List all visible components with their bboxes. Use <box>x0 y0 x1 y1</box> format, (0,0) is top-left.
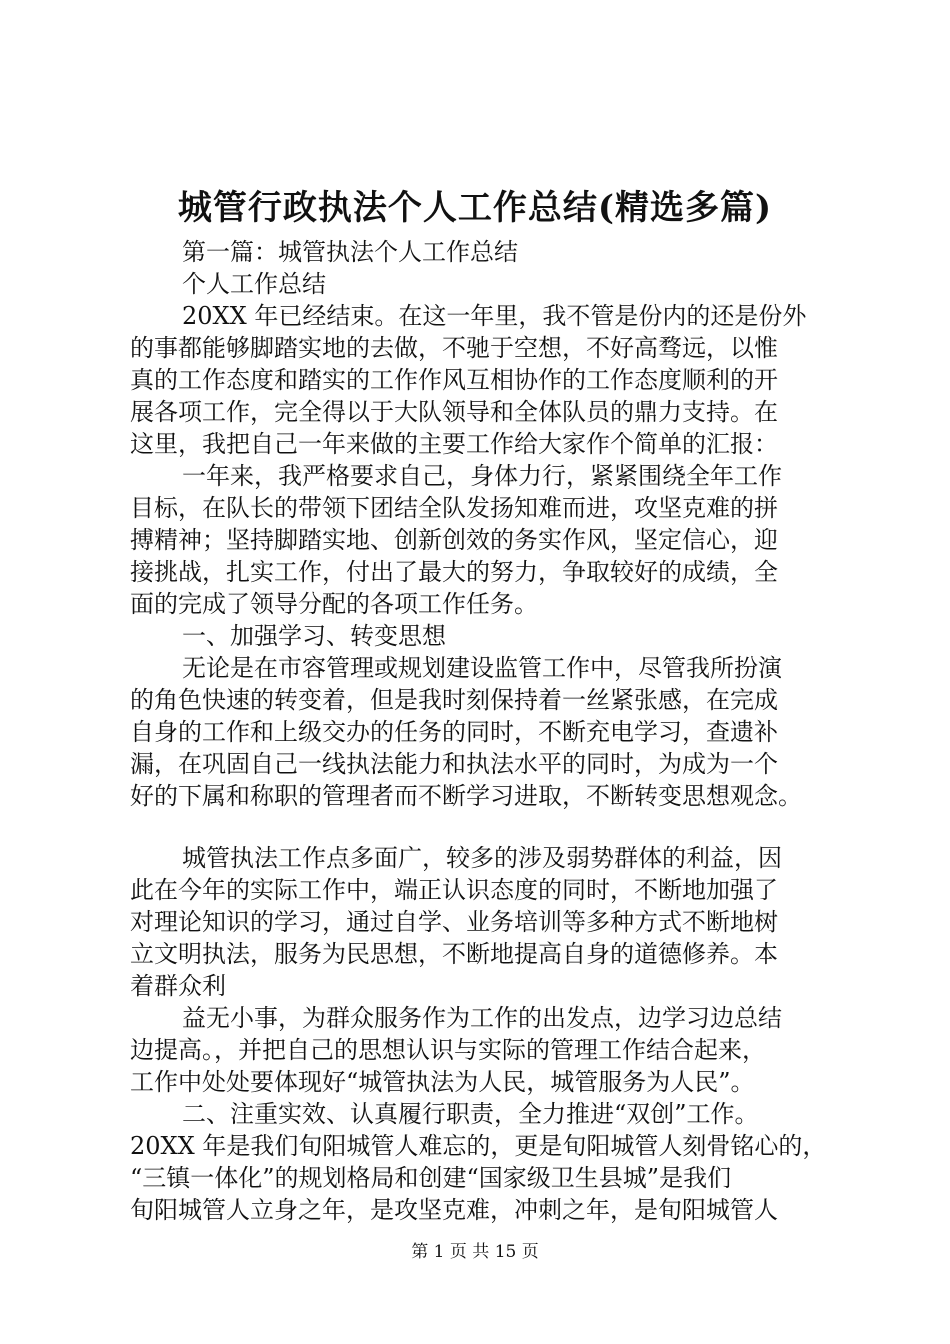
document-body <box>130 236 835 1226</box>
section-heading: 一、加强学习、转变思想 <box>182 622 446 650</box>
paragraph-line: 展各项工作，完全得以于大队领导和全体队员的鼎力支持。在 <box>130 398 778 426</box>
paragraph-line: 真的工作态度和踏实的工作作风互相协作的工作态度顺利的开 <box>130 366 778 394</box>
paragraph-line: 漏，在巩固自己一线执法能力和执法水平的同时，为成为一个 <box>130 750 778 778</box>
section-heading: 二、注重实效、认真履行职责，全力推进“双创”工作。 <box>182 1100 759 1128</box>
paragraph-line: 好的下属和称职的管理者而不断学习进取，不断转变思想观念。 <box>130 782 802 810</box>
paragraph-line: 自身的工作和上级交办的任务的同时，不断充电学习，查遗补 <box>130 718 778 746</box>
paragraph-line: 这里，我把自己一年来做的主要工作给大家作个简单的汇报： <box>130 430 778 458</box>
paragraph-line: 的角色快速的转变着，但是我时刻保持着一丝紧张感，在完成 <box>130 686 778 714</box>
document-title: 城管行政执法个人工作总结(精选多篇) <box>177 188 773 228</box>
page-footer: 第 1 页 共 15 页 <box>411 1242 539 1262</box>
paragraph-line: 无论是在市容管理或规划建设监管工作中，尽管我所扮演 <box>182 654 782 682</box>
paragraph-line: 着群众利 <box>130 972 226 1000</box>
paragraph-line: 此在今年的实际工作中，端正认识态度的同时，不断地加强了 <box>130 876 778 904</box>
paragraph-line: 工作中处处要体现好“城管执法为人民，城管服务为人民”。 <box>130 1068 755 1096</box>
paragraph-line: 边提高。，并把自己的思想认识与实际的管理工作结合起来， <box>130 1036 766 1064</box>
paragraph-line: “三镇一体化”的规划格局和创建“国家级卫生县城”是我们 <box>130 1164 732 1192</box>
paragraph-gap <box>130 812 835 842</box>
paragraph-line: 面的完成了领导分配的各项工作任务。 <box>130 590 538 618</box>
paragraph-line: 旬阳城管人立身之年，是攻坚克难，冲刺之年，是旬阳城管人 <box>130 1196 778 1224</box>
paragraph-line: 接挑战，扎实工作，付出了最大的努力，争取较好的成绩，全 <box>130 558 778 586</box>
paragraph-line: 益无小事，为群众服务作为工作的出发点，边学习边总结 <box>182 1004 782 1032</box>
paragraph-line: 城管执法工作点多面广，较多的涉及弱势群体的利益，因 <box>182 844 782 872</box>
paragraph-line: 目标，在队长的带领下团结全队发扬知难而进，攻坚克难的拼 <box>130 494 778 522</box>
paragraph-line: 20XX 年是我们旬阳城管人难忘的，更是旬阳城管人刻骨铭心的， <box>130 1132 827 1160</box>
paragraph-line: 对理论知识的学习，通过自学、业务培训等多种方式不断地树 <box>130 908 778 936</box>
paragraph-line: 的事都能够脚踏实地的去做，不驰于空想，不好高骛远，以惟 <box>130 334 778 362</box>
paragraph-line: 立文明执法，服务为民思想，不断地提高自身的道德修养。本 <box>130 940 778 968</box>
section-heading: 第一篇：城管执法个人工作总结 <box>182 238 518 266</box>
subheading: 个人工作总结 <box>182 270 326 298</box>
paragraph-line: 一年来，我严格要求自己，身体力行，紧紧围绕全年工作 <box>182 462 782 490</box>
paragraph-line: 搏精神；坚持脚踏实地、创新创效的务实作风，坚定信心，迎 <box>130 526 778 554</box>
paragraph-line: 20XX 年已经结束。在这一年里，我不管是份内的还是份外 <box>182 302 807 330</box>
